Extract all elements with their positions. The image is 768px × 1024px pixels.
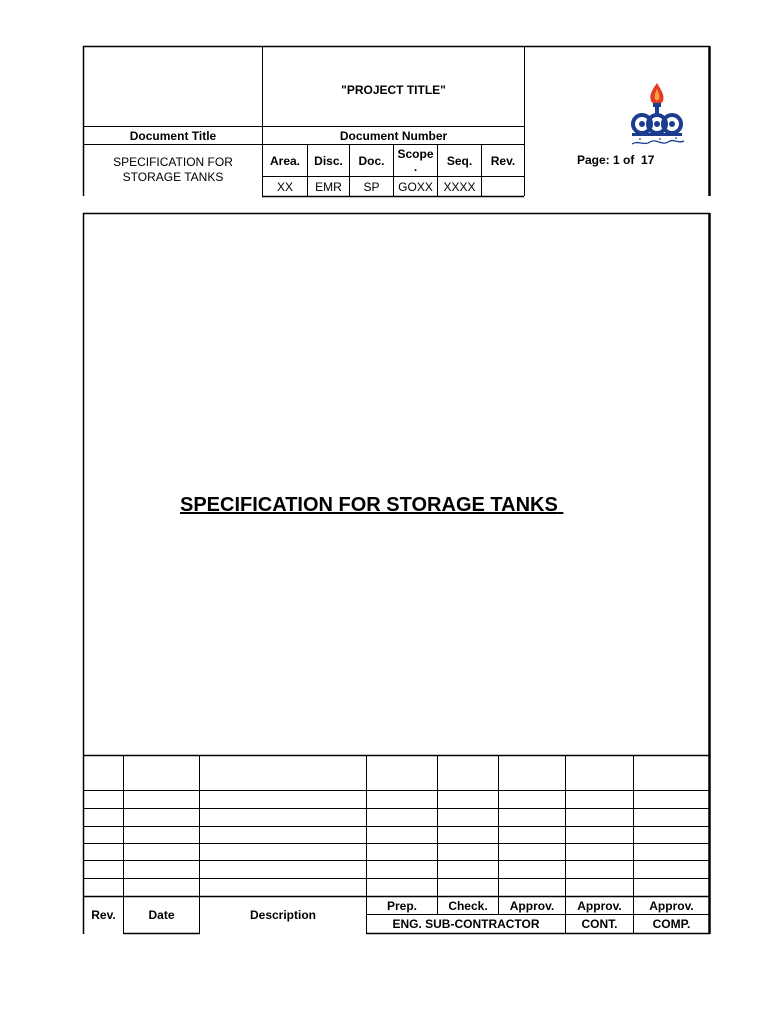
main-title-wrap (180, 494, 620, 520)
value-scope: GOXX (398, 179, 433, 194)
col-header-seq: Seq. (446, 153, 473, 168)
comp-label: COMP. (652, 917, 691, 931)
value-area: XX (276, 179, 293, 194)
document-title-line-1: SPECIFICATION FOR (113, 155, 233, 169)
check-label: Check. (448, 898, 488, 913)
nioc-logo-icon (622, 80, 692, 150)
col-header-rev: Rev. (490, 153, 516, 168)
prep-label: Prep. (386, 898, 417, 913)
value-disc: EMR (315, 179, 342, 194)
nioc-logo (622, 80, 692, 150)
page-indicator: Page: 1 of 17 (577, 153, 655, 167)
document-title-line-2: STORAGE TANKS (122, 170, 224, 184)
rev-label: Rev. (91, 908, 116, 922)
approv-label-3: Approv. (649, 898, 694, 913)
date-label: Date (148, 908, 175, 922)
col-header-disc: Disc. (314, 153, 343, 168)
value-seq: XXXX (443, 179, 476, 194)
main-title: SPECIFICATION FOR STORAGE TANKS (180, 494, 558, 516)
approv-label-1: Approv. (509, 898, 555, 913)
cont-label: CONT. (581, 917, 618, 931)
approv-label-2: Approv. (577, 898, 622, 913)
value-doc: SP (363, 179, 380, 194)
document-title-label: Document Title (129, 128, 217, 143)
project-title: "PROJECT TITLE" (341, 83, 446, 97)
description-label: Description (249, 908, 316, 922)
col-header-scope: Scope . (397, 146, 434, 174)
col-header-area: Area. (269, 153, 301, 168)
eng-sub-contractor-label: ENG. SUB-CONTRACTOR (392, 917, 540, 931)
document-number-label: Document Number (339, 128, 448, 143)
document-title-value (84, 155, 262, 185)
col-header-doc: Doc. (358, 153, 385, 168)
value-rev (482, 177, 524, 196)
